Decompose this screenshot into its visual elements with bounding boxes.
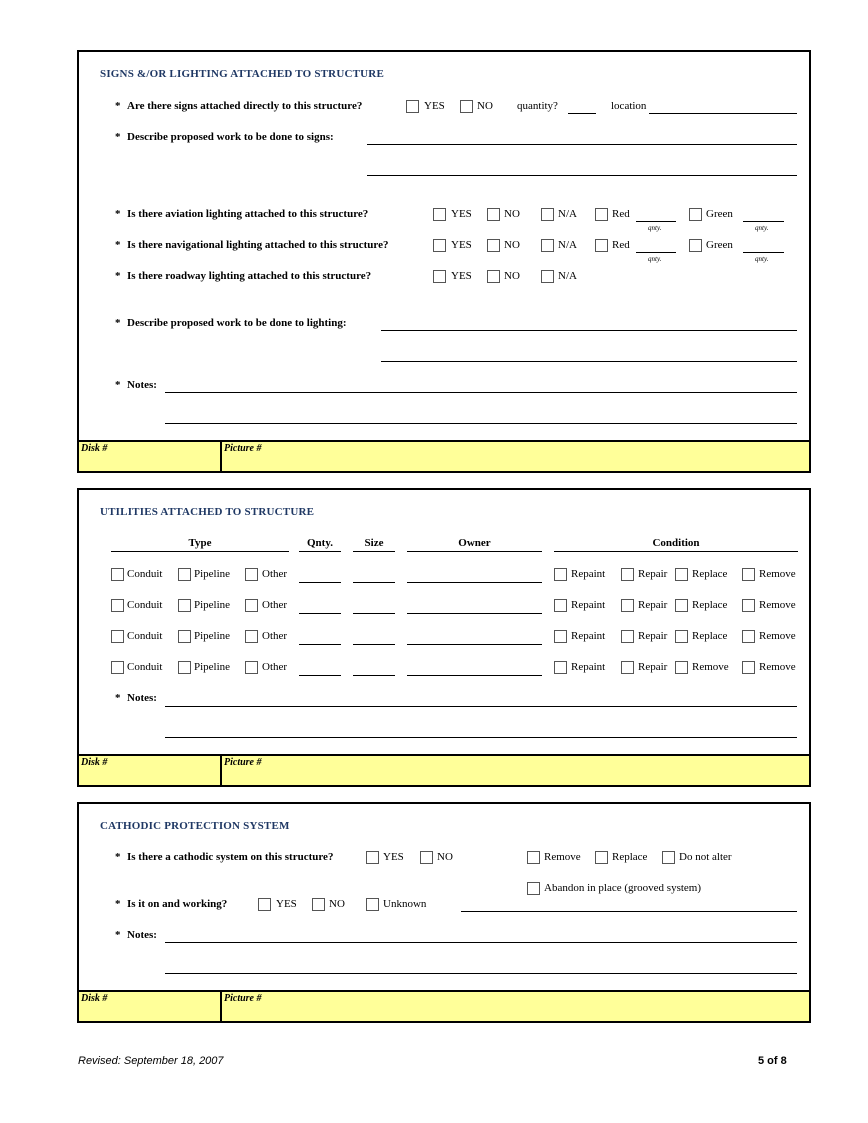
remove-checkbox[interactable] (742, 630, 755, 643)
repair-label: Repair (638, 599, 668, 611)
header-rule (111, 551, 289, 552)
repaint-label: Repaint (571, 630, 606, 642)
working-unknown-checkbox[interactable] (366, 898, 379, 911)
replace-label: Replace (692, 599, 728, 611)
remove-label: Remove (759, 599, 796, 611)
bullet: * (115, 239, 121, 251)
notes-field-2[interactable] (165, 973, 797, 974)
navigational-red-checkbox[interactable] (595, 239, 608, 252)
notes-label: Notes: (127, 379, 157, 391)
aviation-green-qnty-field[interactable] (743, 221, 784, 222)
question-roadway: Is there roadway lighting attached to this structure? (127, 270, 372, 282)
bullet: * (115, 317, 121, 329)
column-owner-header: Owner (458, 537, 491, 549)
other-checkbox[interactable] (245, 599, 258, 612)
cathodic-remove-checkbox[interactable] (527, 851, 540, 864)
cathodic-yes-checkbox[interactable] (366, 851, 379, 864)
signs-work-field-2[interactable] (367, 175, 797, 176)
cathodic-abandon-checkbox[interactable] (527, 882, 540, 895)
no-label: NO (504, 239, 520, 251)
replace-checkbox[interactable] (675, 630, 688, 643)
navigational-red-qnty-field[interactable] (636, 252, 676, 253)
disk-label: Disk # (81, 757, 108, 768)
question-working: Is it on and working? (127, 898, 228, 910)
disk-label: Disk # (81, 443, 108, 454)
qnty-label: qnty. (755, 255, 769, 263)
roadway-no-checkbox[interactable] (487, 270, 500, 283)
yes-label: YES (451, 270, 472, 282)
remove-label: Remove (759, 661, 796, 673)
navigational-green-checkbox[interactable] (689, 239, 702, 252)
section-title: CATHODIC PROTECTION SYSTEM (100, 820, 290, 832)
section-title: SIGNS &/OR LIGHTING ATTACHED TO STRUCTURE (100, 68, 384, 80)
abandon-label: Abandon in place (grooved system) (544, 882, 702, 894)
bullet: * (115, 929, 121, 941)
conduit-checkbox[interactable] (111, 630, 124, 643)
size-field[interactable] (353, 613, 395, 614)
unknown-label: Unknown (383, 898, 427, 910)
section-title: UTILITIES ATTACHED TO STRUCTURE (100, 506, 315, 518)
other-label: Other (262, 568, 288, 580)
pipeline-checkbox[interactable] (178, 661, 191, 674)
picture-label: Picture # (224, 757, 262, 768)
repair-checkbox[interactable] (621, 599, 634, 612)
other-checkbox[interactable] (245, 661, 258, 674)
roadway-na-checkbox[interactable] (541, 270, 554, 283)
remove-checkbox[interactable] (742, 599, 755, 612)
bullet: * (115, 379, 121, 391)
column-size-header: Size (364, 537, 384, 549)
notes-field-1[interactable] (165, 392, 797, 393)
conduit-label: Conduit (127, 599, 163, 611)
remove-label: Remove (544, 851, 581, 863)
picture-label: Picture # (224, 443, 262, 454)
yes-label: YES (451, 239, 472, 251)
repaint-checkbox[interactable] (554, 661, 567, 674)
repair-checkbox[interactable] (621, 630, 634, 643)
bullet: * (115, 851, 121, 863)
other-label: Other (262, 599, 288, 611)
notes-label: Notes: (127, 692, 157, 704)
replace-label: Remove (692, 661, 729, 673)
disk-label: Disk # (81, 993, 108, 1004)
repair-checkbox[interactable] (621, 661, 634, 674)
pipeline-checkbox[interactable] (178, 630, 191, 643)
section-utilities (77, 488, 811, 756)
qnty-field[interactable] (299, 675, 341, 676)
other-label: Other (262, 661, 288, 673)
na-label: N/A (558, 208, 577, 220)
header-rule (299, 551, 341, 552)
size-field[interactable] (353, 582, 395, 583)
navigational-yes-checkbox[interactable] (433, 239, 446, 252)
working-comment-field[interactable] (461, 911, 797, 912)
pipeline-checkbox[interactable] (178, 568, 191, 581)
notes-field-2[interactable] (165, 423, 797, 424)
question-aviation: Is there aviation lighting attached to this structure? (127, 208, 369, 220)
header-rule (407, 551, 542, 552)
aviation-green-checkbox[interactable] (689, 208, 702, 221)
page-number: 5 of 8 (758, 1055, 787, 1067)
signs-quantity-field[interactable] (568, 113, 596, 114)
qnty-label: qnty. (648, 255, 662, 263)
na-label: N/A (558, 270, 577, 282)
repaint-checkbox[interactable] (554, 599, 567, 612)
yes-label: YES (383, 851, 404, 863)
bullet: * (115, 898, 121, 910)
column-type-header: Type (188, 537, 212, 549)
other-checkbox[interactable] (245, 568, 258, 581)
repair-label: Repair (638, 568, 668, 580)
revised-date: Revised: September 18, 2007 (78, 1055, 224, 1067)
pipeline-label: Pipeline (194, 661, 231, 673)
size-field[interactable] (353, 675, 395, 676)
notes-field-1[interactable] (165, 942, 797, 943)
repair-label: Repair (638, 630, 668, 642)
header-rule (554, 551, 798, 552)
qnty-label: qnty. (755, 224, 769, 232)
conduit-checkbox[interactable] (111, 568, 124, 581)
conduit-checkbox[interactable] (111, 599, 124, 612)
remove-label: Remove (759, 630, 796, 642)
owner-field[interactable] (407, 644, 542, 645)
red-label: Red (612, 208, 630, 220)
pipeline-label: Pipeline (194, 568, 231, 580)
repaint-checkbox[interactable] (554, 630, 567, 643)
signs-work-field-1[interactable] (367, 144, 797, 145)
replace-label: Replace (692, 630, 728, 642)
aviation-na-checkbox[interactable] (541, 208, 554, 221)
no-label: NO (329, 898, 345, 910)
pipeline-checkbox[interactable] (178, 599, 191, 612)
conduit-checkbox[interactable] (111, 661, 124, 674)
cathodic-no-checkbox[interactable] (420, 851, 433, 864)
replace-checkbox[interactable] (675, 568, 688, 581)
navigational-na-checkbox[interactable] (541, 239, 554, 252)
question-navigational: Is there navigational lighting attached to this structure? (127, 239, 389, 251)
disk-picture-band (77, 440, 811, 473)
bullet: * (115, 131, 121, 143)
notes-field-1[interactable] (165, 706, 797, 707)
other-checkbox[interactable] (245, 630, 258, 643)
qnty-field[interactable] (299, 613, 341, 614)
question-describe-signs: Describe proposed work to be done to signs: (127, 131, 334, 143)
cathodic-do-not-alter-checkbox[interactable] (662, 851, 675, 864)
yes-label: YES (276, 898, 297, 910)
signs-yes-checkbox[interactable] (406, 100, 419, 113)
working-no-checkbox[interactable] (312, 898, 325, 911)
aviation-red-qnty-field[interactable] (636, 221, 676, 222)
column-condition-header: Condition (652, 537, 700, 549)
no-label: NO (504, 270, 520, 282)
owner-field[interactable] (407, 582, 542, 583)
band-divider (220, 992, 222, 1021)
pipeline-label: Pipeline (194, 599, 231, 611)
yes-label: YES (451, 208, 472, 220)
column-qnty-header: Qnty. (307, 537, 333, 549)
working-yes-checkbox[interactable] (258, 898, 271, 911)
pipeline-label: Pipeline (194, 630, 231, 642)
band-divider (220, 442, 222, 471)
qnty-field[interactable] (299, 582, 341, 583)
bullet: * (115, 692, 121, 704)
signs-no-checkbox[interactable] (460, 100, 473, 113)
remove-checkbox[interactable] (742, 568, 755, 581)
repaint-label: Repaint (571, 599, 606, 611)
replace-label: Replace (692, 568, 728, 580)
replace-label: Replace (612, 851, 648, 863)
repaint-checkbox[interactable] (554, 568, 567, 581)
na-label: N/A (558, 239, 577, 251)
band-divider (220, 756, 222, 785)
quantity-label: quantity? (517, 100, 558, 112)
picture-label: Picture # (224, 993, 262, 1004)
replace-checkbox[interactable] (675, 599, 688, 612)
owner-field[interactable] (407, 613, 542, 614)
replace-checkbox[interactable] (675, 661, 688, 674)
notes-field-2[interactable] (165, 737, 797, 738)
bullet: * (115, 270, 121, 282)
aviation-red-checkbox[interactable] (595, 208, 608, 221)
repaint-label: Repaint (571, 568, 606, 580)
repair-checkbox[interactable] (621, 568, 634, 581)
other-label: Other (262, 630, 288, 642)
signs-location-field[interactable] (649, 113, 797, 114)
question-describe-lighting: Describe proposed work to be done to lighting: (127, 317, 347, 329)
aviation-no-checkbox[interactable] (487, 208, 500, 221)
do-not-alter-label: Do not alter (679, 851, 732, 863)
aviation-yes-checkbox[interactable] (433, 208, 446, 221)
notes-label: Notes: (127, 929, 157, 941)
question-cathodic: Is there a cathodic system on this structure? (127, 851, 334, 863)
location-label: location (611, 100, 647, 112)
disk-picture-band (77, 990, 811, 1023)
yes-label: YES (424, 100, 445, 112)
red-label: Red (612, 239, 630, 251)
conduit-label: Conduit (127, 568, 163, 580)
navigational-no-checkbox[interactable] (487, 239, 500, 252)
roadway-yes-checkbox[interactable] (433, 270, 446, 283)
repaint-label: Repaint (571, 661, 606, 673)
size-field[interactable] (353, 644, 395, 645)
conduit-label: Conduit (127, 630, 163, 642)
qnty-field[interactable] (299, 644, 341, 645)
conduit-label: Conduit (127, 661, 163, 673)
remove-checkbox[interactable] (742, 661, 755, 674)
question-signs: Are there signs attached directly to this structure? (127, 100, 363, 112)
header-rule (353, 551, 395, 552)
bullet: * (115, 100, 121, 112)
navigational-green-qnty-field[interactable] (743, 252, 784, 253)
no-label: NO (504, 208, 520, 220)
owner-field[interactable] (407, 675, 542, 676)
lighting-work-field-2[interactable] (381, 361, 797, 362)
no-label: NO (477, 100, 493, 112)
bullet: * (115, 208, 121, 220)
green-label: Green (706, 239, 733, 251)
green-label: Green (706, 208, 733, 220)
lighting-work-field-1[interactable] (381, 330, 797, 331)
disk-picture-band (77, 754, 811, 787)
repair-label: Repair (638, 661, 668, 673)
cathodic-replace-checkbox[interactable] (595, 851, 608, 864)
remove-label: Remove (759, 568, 796, 580)
no-label: NO (437, 851, 453, 863)
qnty-label: qnty. (648, 224, 662, 232)
